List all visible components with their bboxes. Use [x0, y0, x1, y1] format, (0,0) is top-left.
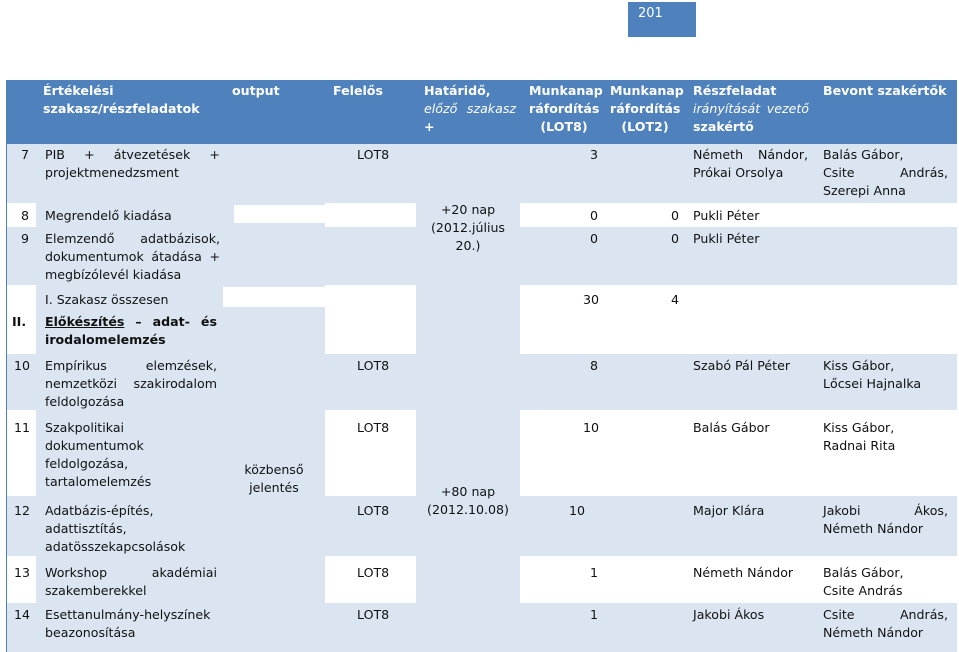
deadline-2-line1: +80 nap	[440, 484, 496, 499]
row-11-experts-line1: Kiss Gábor,	[823, 420, 895, 435]
row-8-task: Megrendelő kiadása	[45, 208, 172, 223]
header-lead-2a: irányítását	[693, 101, 761, 116]
row-7-task-w1: PIB	[45, 147, 65, 162]
header-lead-3: szakértő	[693, 119, 754, 134]
row-7-experts-line1: Balás Gábor,	[823, 147, 904, 162]
row-10-task-w4: szakirodalom	[133, 376, 217, 391]
row-7-lot8: 3	[590, 147, 599, 162]
row-9-task-line3: megbízólevél kiadása	[45, 267, 182, 282]
row-12-task-line1: Adatbázis-építés,	[45, 503, 154, 518]
row-12-lot8: 10	[569, 503, 586, 518]
row-12-task-line2: adattisztítás,	[45, 521, 127, 536]
row-14-lot8: 1	[590, 607, 599, 622]
summary-1-lot2: 4	[671, 292, 680, 307]
row-14-exp-w2: András,	[899, 607, 948, 622]
row-13-experts-line2: Csite András	[823, 583, 903, 598]
row-7-owner: LOT8	[357, 147, 390, 162]
row-11-lot8: 10	[583, 420, 600, 435]
header-deadline-2	[424, 100, 516, 118]
row-11-task-line2: dokumentumok	[45, 438, 144, 453]
deadline-1-line1: +20 nap	[440, 202, 496, 217]
row-10-experts-line2: Lőcsei Hajnalka	[823, 376, 922, 391]
row-7-experts-line2	[823, 164, 948, 182]
row-14-task-line2: beazonosítása	[45, 625, 136, 640]
row-7-task-line1	[45, 146, 220, 164]
row-10-task-w1: Empírikus	[45, 358, 107, 373]
header-lot8-1: Munkanap	[529, 83, 603, 98]
section-2-title-line1	[45, 313, 217, 331]
header-experts: Bevont szakértők	[823, 83, 947, 98]
row-7-lead-w2: Nándor,	[758, 147, 808, 162]
row-13-task-w1: Workshop	[45, 565, 108, 580]
row-13-num: 13	[14, 565, 31, 580]
row-8-num: 8	[21, 208, 30, 223]
row-7-task-line2: projektmenedzsment	[45, 165, 179, 180]
row-13-experts-line1: Balás Gábor,	[823, 565, 904, 580]
row-13-lead: Németh Nándor	[693, 565, 794, 580]
row-10-lead: Szabó Pál Péter	[693, 358, 791, 373]
row-7-lead-line2: Prókai Orsolya	[693, 165, 784, 180]
header-lot2-1: Munkanap	[610, 83, 684, 98]
header-deadline-1: Határidő,	[424, 83, 491, 98]
row-8-owner-cell	[336, 205, 414, 223]
row-12-experts-line2: Németh Nándor	[823, 521, 924, 536]
row-13-owner: LOT8	[357, 565, 390, 580]
row-10-task-w3: nemzetközi	[45, 376, 117, 391]
header-lot2-2: ráfordítás	[610, 101, 681, 116]
row-7-experts-line3: Szerepi Anna	[823, 183, 906, 198]
row-11-task-line4: tartalomelemzés	[45, 474, 152, 489]
row-10-task-w2: elemzések,	[145, 358, 217, 373]
row-7-task-w3: átvezetések	[113, 147, 191, 162]
row-7-task-w2: +	[84, 147, 95, 162]
row-12-task-line3: adatösszekapcsolások	[45, 539, 186, 554]
output-2-line2: jelentés	[249, 480, 299, 495]
table-left-border	[6, 80, 7, 652]
header-output: output	[232, 83, 280, 98]
row-14-experts-line2: Németh Nándor	[823, 625, 924, 640]
header-lot8-2: ráfordítás	[529, 101, 600, 116]
section-2-title-w3: adat-	[152, 314, 190, 329]
section-2-num: II.	[12, 314, 27, 329]
row-7-lead-line1	[693, 146, 808, 164]
row-9-task-line1	[45, 230, 220, 248]
row-11-experts-line2: Radnai Rita	[823, 438, 896, 453]
row-12-lead: Major Klára	[693, 503, 765, 518]
summary-num-gap	[6, 285, 30, 309]
row-8-lot2: 0	[671, 208, 680, 223]
summary-1-label: I. Szakasz összesen	[45, 292, 169, 307]
output-2-line1: közbenső	[244, 462, 304, 477]
row-11-owner: LOT8	[357, 420, 390, 435]
row-14-owner: LOT8	[357, 607, 390, 622]
row-12-experts-line1	[823, 502, 948, 520]
deadline-1-line2: (2012.július	[431, 220, 505, 235]
row-11-task-line3: feldolgozása,	[45, 456, 129, 471]
row-9-lead: Pukli Péter	[693, 231, 760, 246]
row-9-task-w1: Elemzendő	[45, 231, 115, 246]
row-10-task-line2	[45, 375, 217, 393]
row-14-num: 14	[14, 607, 31, 622]
row-9-task-line2	[45, 248, 220, 266]
deadline-1-line3: 20.)	[455, 238, 481, 253]
row-14-exp-w1: Csite	[823, 607, 855, 622]
row-12-exp-w1: Jakobi	[823, 503, 861, 518]
header-deadline-2b: szakasz	[466, 101, 516, 116]
row-8-output-cell	[234, 205, 334, 223]
row-10-num: 10	[14, 358, 31, 373]
header-deadline-2a: előző	[424, 101, 458, 116]
section-2-title-line2: irodalomelemzés	[45, 332, 166, 347]
row-13-task-w2: akadémiai	[151, 565, 217, 580]
row-11-task-line1: Szakpolitikai	[45, 420, 125, 435]
row-12-num: 12	[14, 503, 31, 518]
row-9-lot8: 0	[590, 231, 599, 246]
row-9-task-w3: dokumentumok	[45, 249, 144, 264]
section-2-title-w1: Előkészítés	[45, 314, 125, 329]
row-7-lead-w1: Németh	[693, 147, 744, 162]
header-deadline-3: +	[424, 119, 435, 134]
row-8-lot8: 0	[590, 208, 599, 223]
row-7-num: 7	[21, 147, 30, 162]
row-7-task-w4: +	[209, 147, 220, 162]
section-2-title-w2: –	[135, 314, 142, 329]
row-10-experts-line1: Kiss Gábor,	[823, 358, 895, 373]
row-7-exp-w1: Csite	[823, 165, 855, 180]
row-8-lead: Pukli Péter	[693, 208, 760, 223]
row-10-task-line1	[45, 357, 217, 375]
row-10-owner: LOT8	[357, 358, 390, 373]
deadline-2-line2: (2012.10.08)	[427, 502, 509, 517]
row-13-task-line2: szakemberekkel	[45, 583, 147, 598]
row-12-owner: LOT8	[357, 503, 390, 518]
table-header	[6, 80, 957, 144]
row-9-task-w2: adatbázisok,	[140, 231, 220, 246]
header-lead-1: Részfeladat	[693, 83, 777, 98]
row-9-num: 9	[21, 231, 30, 246]
row-12-exp-w2: Ákos,	[914, 503, 948, 518]
row-9-lot2: 0	[671, 231, 680, 246]
header-lead-2b: vezető	[766, 101, 809, 116]
header-lot2-3: (LOT2)	[621, 119, 669, 134]
row-11-num: 11	[14, 420, 31, 435]
row-11-lead: Balás Gábor	[693, 420, 770, 435]
header-task-2: szakasz/részfeladatok	[43, 101, 200, 116]
row-13-lot8: 1	[590, 565, 599, 580]
page-number-badge	[628, 2, 696, 37]
summary-output-cell	[223, 287, 416, 307]
row-9-task-w5: +	[209, 249, 220, 264]
row-14-experts-line1	[823, 606, 948, 624]
header-lot8-3: (LOT8)	[540, 119, 588, 134]
row-10-task-line3: feldolgozása	[45, 394, 125, 409]
row-7-exp-w2: András,	[899, 165, 948, 180]
row-14-lead: Jakobi Ákos	[693, 607, 765, 622]
page-number: 201	[638, 6, 663, 21]
header-lead-2	[693, 100, 809, 118]
row-14-task-line1: Esettanulmány-helyszínek	[45, 607, 211, 622]
row-9-task-w4: átadása	[151, 249, 202, 264]
row-13-task-line1	[45, 564, 217, 582]
section-2-title-w4: és	[200, 314, 217, 329]
row-10-lot8: 8	[590, 358, 599, 373]
summary-1-lot8: 30	[583, 292, 600, 307]
header-task-1: Értékelési	[43, 83, 114, 98]
header-owner: Felelős	[333, 83, 383, 98]
